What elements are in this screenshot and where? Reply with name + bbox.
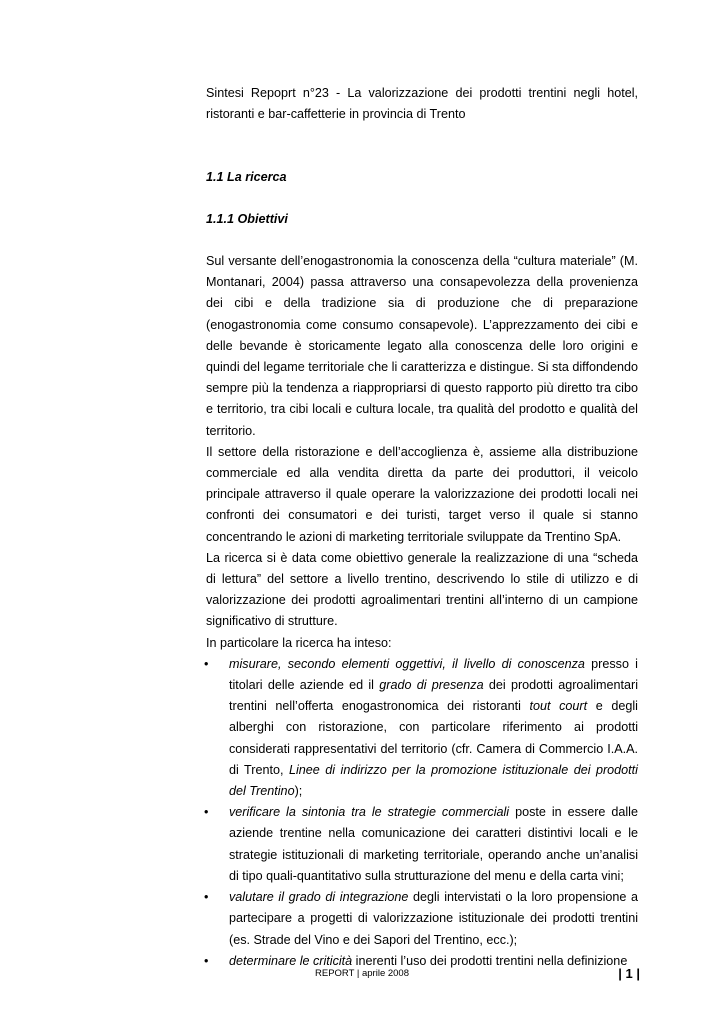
bullet-icon: • bbox=[204, 890, 209, 905]
emphasis: Linee di indirizzo per la promozione istituzionale dei prodotti del Trentino bbox=[229, 762, 638, 799]
list-text: poste in essere dalle aziende trentine nella comunicazione dei caratteri distintivi locali e le strategie istituzionali di marketing territoriale, operando anche un’analisi di tipo quali-quantitativo sulla strutturazione del menu e della carta vini; bbox=[229, 805, 638, 883]
emphasis: valutare il grado di integrazione bbox=[229, 890, 409, 905]
document-title: Sintesi Repoprt n°23 - La valorizzazione dei prodotti trentini negli hotel, ristoranti e bar-caffetterie in provincia di Trento bbox=[206, 86, 638, 121]
emphasis: grado di presenza bbox=[379, 678, 484, 693]
paragraph: Sul versante dell’enogastronomia la conoscenza della “cultura materiale” (M. Montanari, 2004) passa attraverso una consapevolezza della provenienza dei cibi e della tradizione sia di produzione che di preparazione (enogastronomia come consumo consapevole). L’apprezzamento dei cibi e delle bevande è storicamente legato alla conoscenza delle loro origini e quindi del legame territoriale che li caratterizza e distingue. Si sta diffondendo sempre più la tendenza a riappropriarsi di questo rapporto più diretto tra cibo e territorio, tra cibi locali e cultura locale, tra qualità del prodotto e qualità del territorio. bbox=[206, 254, 638, 438]
list-item bbox=[206, 887, 638, 951]
emphasis: determinare le criticità bbox=[229, 953, 353, 968]
emphasis: tout court bbox=[529, 699, 588, 714]
page-number: | 1 | bbox=[618, 966, 640, 981]
objectives-list bbox=[206, 654, 638, 972]
bullet-icon: • bbox=[204, 805, 209, 820]
list-text: presso i titolari delle aziende ed il bbox=[229, 656, 638, 693]
body-text bbox=[206, 251, 638, 972]
emphasis: verificare la sintonia tra le strategie commerciali bbox=[229, 805, 510, 820]
subsection-heading: 1.1.1 Obiettivi bbox=[206, 212, 288, 226]
list-text: ); bbox=[294, 784, 303, 799]
section-heading: 1.1 La ricerca bbox=[206, 170, 287, 184]
footer-report-label: REPORT | aprile 2008 bbox=[315, 968, 409, 979]
list-text: inerenti l’uso dei prodotti trentini nella definizione bbox=[352, 953, 628, 968]
list-text: degli intervistati o la loro propensione a partecipare a progetti di valorizzazione istituzionale dei prodotti trentini (es. Strade del Vino e dei Sapori del Trentino, ecc.); bbox=[229, 890, 638, 947]
paragraph: Il settore della ristorazione e dell’accoglienza è, assieme alla distribuzione commerciale ed alla vendita diretta da parte dei produttori, il veicolo principale attraverso il quale operare la valorizzazione dei prodotti locali nei confronti dei consumatori e dei turisti, target verso il quale si stanno concentrando le azioni di marketing territoriale sviluppate da Trentino SpA. bbox=[206, 444, 638, 544]
paragraph: In particolare la ricerca ha inteso: bbox=[206, 635, 392, 650]
list-text: e degli alberghi con ristorazione, con particolare riferimento ai prodotti considerati rappresentativi del territorio (cfr. Camera di Commercio I.A.A. di Trento, bbox=[229, 699, 638, 777]
bullet-icon: • bbox=[204, 953, 209, 968]
list-text: dei prodotti agroalimentari trentini nell’offerta enogastronomica dei ristoranti bbox=[229, 678, 639, 714]
list-item bbox=[206, 654, 638, 802]
bullet-icon: • bbox=[204, 656, 209, 671]
list-item bbox=[206, 802, 638, 887]
paragraph: La ricerca si è data come obiettivo generale la realizzazione di una “scheda di lettura” del settore a livello trentino, descrivendo lo stile di utilizzo e di valorizzazione dei prodotti agroalimentari trentini all’interno di un campione significativo di strutture. bbox=[206, 550, 638, 629]
emphasis: misurare, secondo elementi oggettivi, il livello di conoscenza bbox=[229, 656, 585, 671]
